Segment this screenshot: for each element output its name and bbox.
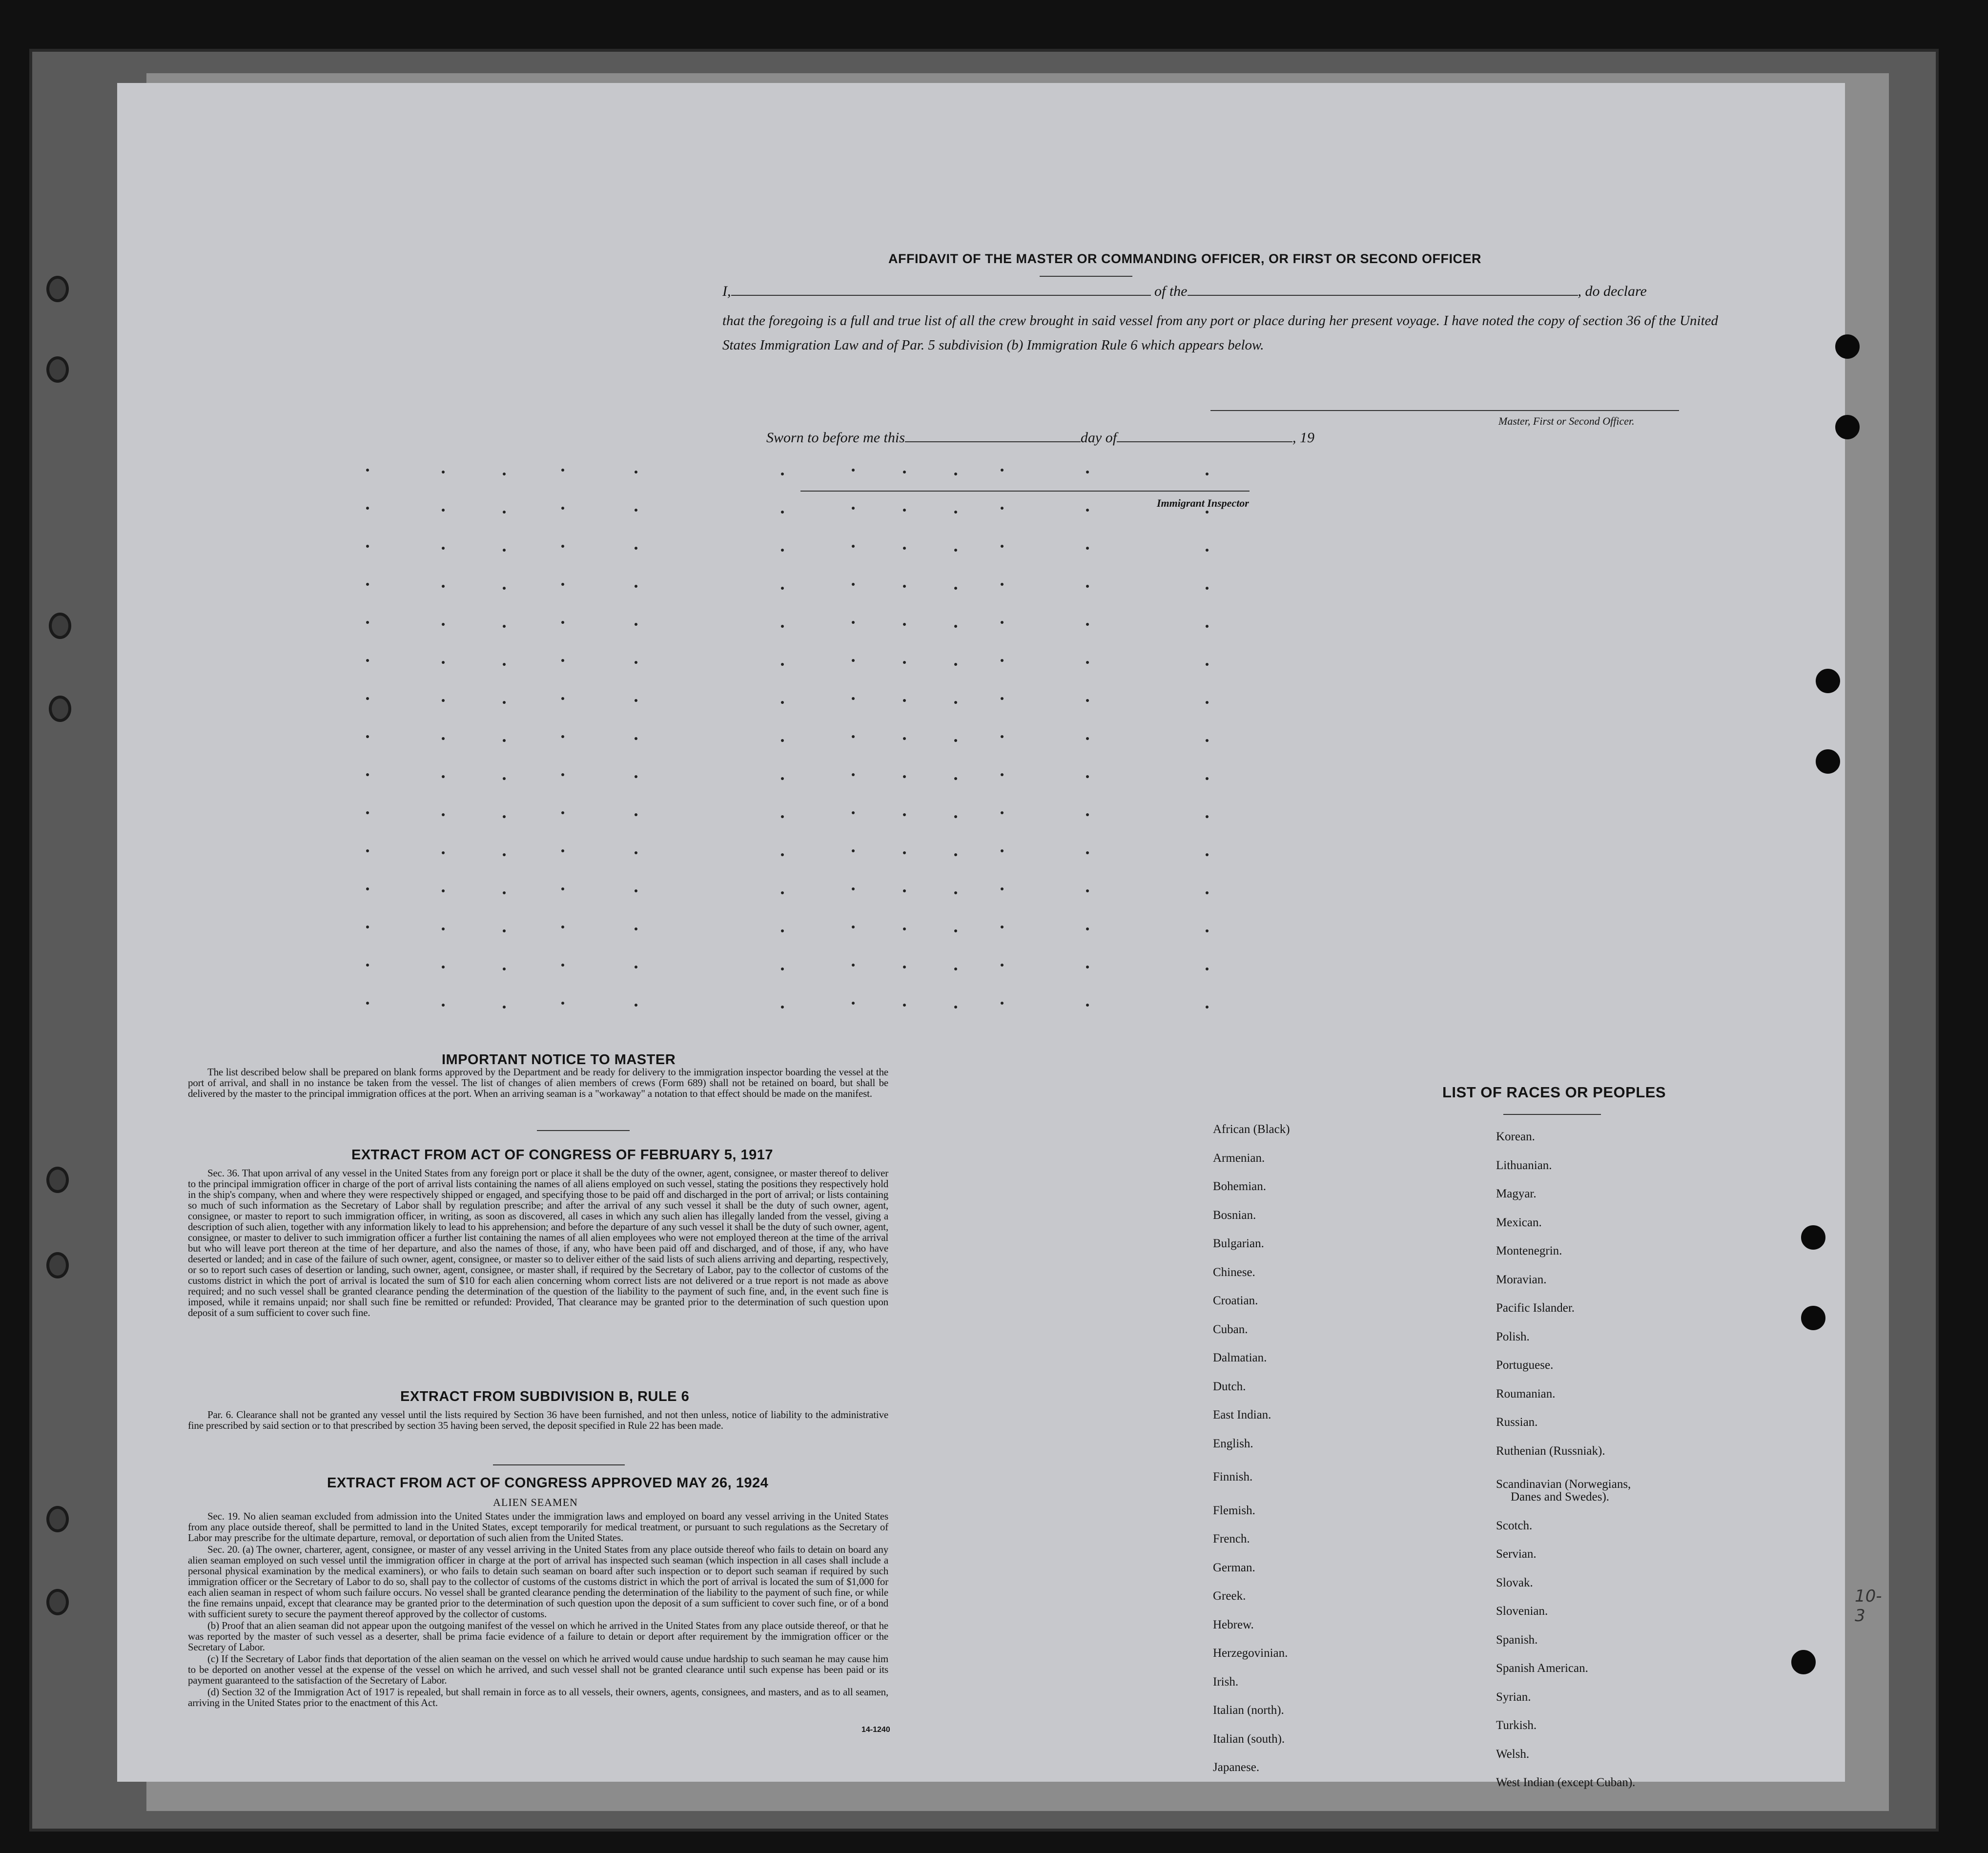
title-underline [1040, 276, 1132, 277]
column-dot [503, 625, 506, 628]
column-dot [1086, 775, 1089, 778]
notice-paragraph: The list described below shall be prepared on blank forms approved by the Department and be ready for delivery to the immigration inspector boarding the vessel at the port of arrival, and shall in no instance be taken from the vessel. The list of changes of alien members of crews (Form 689) shall not be retained on board, but shall be delivered by the master to the principal immigration offices at the port. When an arriving seaman is a "workaway" a notation to that effect should be made on the manifest. [188, 1066, 888, 1099]
race-item: Italian (south). [1213, 1732, 1285, 1746]
column-dot [1086, 966, 1089, 968]
column-dot [781, 929, 784, 932]
column-dot [852, 887, 855, 890]
column-dot [366, 964, 369, 967]
extract-1917-text [188, 1168, 888, 1319]
race-item: Spanish American. [1496, 1662, 1588, 1675]
race-item: Italian (north). [1213, 1704, 1284, 1717]
punch-hole [1791, 1650, 1816, 1674]
affidavit-declarant-line [722, 283, 1718, 300]
column-dot [366, 659, 369, 662]
column-dot [1086, 509, 1089, 512]
column-dot [954, 739, 957, 742]
column-dot [1001, 849, 1004, 852]
column-dot [503, 587, 506, 590]
month-blank[interactable] [1117, 431, 1292, 442]
column-dot [781, 473, 784, 475]
column-dot [442, 813, 445, 816]
column-dot [1206, 891, 1209, 894]
form-number: 14-1240 [861, 1726, 890, 1734]
column-dot [852, 621, 855, 624]
column-dot [903, 775, 906, 778]
race-item: Japanese. [1213, 1761, 1260, 1774]
column-dot [1086, 699, 1089, 702]
column-dot [1086, 623, 1089, 626]
race-item: Moravian. [1496, 1273, 1547, 1286]
column-dot [503, 549, 506, 552]
column-dot [781, 739, 784, 742]
column-dot [635, 1004, 637, 1007]
race-item: Irish. [1213, 1675, 1239, 1688]
extract-rule6-text [188, 1409, 888, 1432]
sworn-label: Sworn to before me this [766, 430, 905, 446]
punch-hole [46, 1252, 69, 1278]
column-dot [852, 545, 855, 548]
race-item: Flemish. [1213, 1503, 1255, 1517]
handwritten-margin-note: 10-3 [1855, 1586, 1882, 1626]
column-dot [954, 625, 957, 628]
race-item: Scotch. [1496, 1519, 1533, 1532]
column-dot [503, 663, 506, 666]
column-dot [442, 851, 445, 854]
column-dot [1206, 663, 1209, 666]
inspector-signature-line[interactable] [800, 491, 1250, 492]
race-item: Croatian. [1213, 1294, 1258, 1307]
master-signature-caption: Master, First or Second Officer. [1498, 415, 1635, 427]
column-dot [635, 927, 637, 930]
column-dot [442, 699, 445, 702]
sworn-line [766, 430, 1314, 446]
column-dot [852, 659, 855, 662]
race-item: African (Black) [1213, 1123, 1290, 1136]
column-dot [366, 621, 369, 624]
column-dot [503, 853, 506, 856]
column-dot [366, 811, 369, 814]
column-dot [852, 849, 855, 852]
column-dot [781, 663, 784, 666]
column-dot [561, 1002, 564, 1005]
column-dot [635, 699, 637, 702]
column-dot [852, 926, 855, 928]
column-dot [635, 775, 637, 778]
column-dot [503, 968, 506, 970]
column-dot [366, 926, 369, 928]
master-signature-line[interactable] [1210, 410, 1679, 411]
race-item: Slovenian. [1496, 1605, 1548, 1618]
column-dot [1206, 549, 1209, 552]
race-item: Roumanian. [1496, 1387, 1556, 1400]
column-dot [635, 585, 637, 588]
column-dot [781, 891, 784, 894]
extract-rule6-title: EXTRACT FROM SUBDIVISION B, RULE 6 [400, 1389, 690, 1404]
column-dot [1086, 927, 1089, 930]
column-dot [503, 511, 506, 514]
race-item: Spanish. [1496, 1633, 1538, 1647]
manifest-page [117, 83, 1882, 1790]
column-dot [1206, 929, 1209, 932]
column-dot [954, 1006, 957, 1009]
column-dot [852, 773, 855, 776]
column-dot [366, 887, 369, 890]
race-item: Ruthenian (Russniak). [1496, 1444, 1605, 1458]
column-dot [903, 889, 906, 892]
column-dot [1001, 964, 1004, 967]
column-dot [503, 929, 506, 932]
column-dot [635, 623, 637, 626]
affidavit-statement: that the foregoing is a full and true list of all the crew brought in said vessel from any port or place during her present voyage. I have noted the copy of section 36 of the United States Immigration Law and of Par. 5 subdivision (b) Immigration Rule 6 which appears below. [722, 313, 1718, 353]
column-dot [1086, 661, 1089, 664]
column-dot [561, 545, 564, 548]
column-dot [1086, 585, 1089, 588]
column-dot [561, 926, 564, 928]
column-dot [1001, 697, 1004, 700]
race-item: Hebrew. [1213, 1618, 1254, 1631]
column-dot [1206, 511, 1209, 514]
column-dot [503, 701, 506, 704]
column-dot [635, 661, 637, 664]
column-dot [903, 585, 906, 588]
column-dot [1001, 926, 1004, 928]
column-dot [954, 701, 957, 704]
column-dot [1001, 583, 1004, 586]
race-item: Russian. [1496, 1416, 1538, 1429]
race-item: Polish. [1496, 1330, 1530, 1343]
race-item: Danes and Swedes). [1511, 1490, 1610, 1504]
column-dot [1001, 773, 1004, 776]
column-dot [561, 697, 564, 700]
races-title: LIST OF RACES OR PEOPLES [1442, 1084, 1666, 1101]
column-dot [903, 547, 906, 550]
column-dot [635, 471, 637, 474]
race-item: Herzegovinian. [1213, 1647, 1288, 1660]
column-dot [1206, 968, 1209, 970]
column-dot [954, 587, 957, 590]
alien-seamen-subtitle: ALIEN SEAMEN [493, 1496, 578, 1508]
of-the-label: of the [1154, 283, 1188, 299]
column-dot [852, 469, 855, 472]
column-dot [1086, 851, 1089, 854]
column-dot [1086, 547, 1089, 550]
column-dot [954, 929, 957, 932]
column-dot [561, 849, 564, 852]
race-item: Scandinavian (Norwegians, [1496, 1478, 1631, 1491]
punch-hole [1801, 1225, 1825, 1250]
do-declare-label: , do declare [1578, 283, 1647, 299]
extract-1924-paragraph: Sec. 19. No alien seaman excluded from admission into the United States under the immigration laws and employed on board any vessel arriving in the United States from any place outside thereof, shall be permitted to land in the United States, except temporarily for medical treatment, or pursuant to such regulations as the Secretary of Labor may prescribe for the ultimate departure, removal, or deportation of such alien from the United States. [188, 1510, 888, 1544]
column-dot [903, 851, 906, 854]
i-label: I, [722, 283, 731, 299]
column-dot [503, 473, 506, 475]
column-dot [954, 815, 957, 818]
race-item: German. [1213, 1561, 1255, 1574]
race-item: Greek. [1213, 1589, 1246, 1603]
column-dot [781, 853, 784, 856]
column-dot [442, 927, 445, 930]
column-dot [366, 545, 369, 548]
column-dot [954, 511, 957, 514]
column-dot [635, 547, 637, 550]
column-dot [561, 469, 564, 472]
race-item: Korean. [1496, 1130, 1535, 1143]
column-dot [852, 735, 855, 738]
column-dot [561, 659, 564, 662]
column-dot [503, 739, 506, 742]
column-dot [781, 549, 784, 552]
affidavit-title: AFFIDAVIT OF THE MASTER OR COMMANDING OFFICER, OR FIRST OR SECOND OFFICER [888, 251, 1481, 266]
column-dot [781, 625, 784, 628]
race-item: Magyar. [1496, 1187, 1537, 1200]
column-dot [954, 777, 957, 780]
punch-hole [1816, 669, 1840, 693]
column-dot [442, 471, 445, 474]
day-blank[interactable] [905, 431, 1081, 442]
punch-hole [49, 613, 71, 639]
column-dot [954, 853, 957, 856]
column-dot [903, 1004, 906, 1007]
column-dot [635, 966, 637, 968]
column-dot [852, 811, 855, 814]
column-dot [635, 813, 637, 816]
column-dot [1001, 545, 1004, 548]
race-item: Servian. [1496, 1547, 1537, 1561]
race-item: Armenian. [1213, 1151, 1265, 1165]
column-dot [561, 811, 564, 814]
race-item: Lithuanian. [1496, 1158, 1552, 1172]
column-dot [503, 1006, 506, 1009]
column-dot [1001, 735, 1004, 738]
column-dot [442, 889, 445, 892]
race-item: Bulgarian. [1213, 1237, 1264, 1250]
race-item: Finnish. [1213, 1470, 1253, 1483]
column-dot [852, 507, 855, 510]
column-dot [852, 583, 855, 586]
column-dot [1001, 621, 1004, 624]
column-dot [366, 773, 369, 776]
race-item: Slovak. [1496, 1576, 1533, 1589]
name-blank[interactable] [731, 284, 1151, 296]
inspector-caption: Immigrant Inspector [1157, 497, 1249, 509]
column-dot [903, 471, 906, 474]
column-dot [903, 737, 906, 740]
race-item: English. [1213, 1437, 1253, 1450]
column-dot [1001, 659, 1004, 662]
column-dot [442, 966, 445, 968]
column-dot [1086, 737, 1089, 740]
race-item: Syrian. [1496, 1690, 1531, 1704]
race-item: Bohemian. [1213, 1180, 1267, 1193]
column-dot [503, 777, 506, 780]
punch-hole [1835, 334, 1860, 359]
race-item: Turkish. [1496, 1719, 1537, 1732]
column-dot [1001, 507, 1004, 510]
column-dot [635, 509, 637, 512]
column-dot [635, 737, 637, 740]
column-dot [781, 968, 784, 970]
column-dot [954, 663, 957, 666]
column-dot [903, 509, 906, 512]
punch-hole [46, 1506, 69, 1532]
race-item: Chinese. [1213, 1265, 1255, 1279]
column-dot [1001, 1002, 1004, 1005]
column-dot [1086, 813, 1089, 816]
column-dot [954, 891, 957, 894]
column-dot [903, 623, 906, 626]
column-dot [781, 777, 784, 780]
column-dot [1001, 811, 1004, 814]
column-dot [1086, 471, 1089, 474]
column-dot [1206, 473, 1209, 475]
column-dot [503, 815, 506, 818]
column-dot [781, 701, 784, 704]
column-dot [1001, 887, 1004, 890]
day-of-label: day of [1080, 430, 1117, 446]
column-dot [852, 1002, 855, 1005]
column-dot [903, 813, 906, 816]
column-dot [561, 773, 564, 776]
race-item: Dutch. [1213, 1379, 1246, 1393]
extract-1924-text [188, 1511, 888, 1709]
column-dot [442, 585, 445, 588]
column-dot [1206, 1006, 1209, 1009]
race-item: West Indian (except Cuban). [1496, 1776, 1636, 1790]
column-dot [442, 737, 445, 740]
column-dot [635, 889, 637, 892]
column-dot [366, 735, 369, 738]
extract-1917-paragraph: Sec. 36. That upon arrival of any vessel in the United States from any foreign port or place it shall be the duty of the owner, agent, consignee, or master thereof to deliver to the principal immigration officer in charge of the port of arrival lists containing the names of all aliens employed on such vessel, stating the positions they respectively hold in the ship's company, when and where they were respectively shipped or engaged, and specifying those to be paid off and discharged in the port of arrival; or lists containing so much of such information as the Secretary of Labor shall by regulation prescribe; and after the arrival of any such vessel it shall be the duty of such owner, agent, consignee, or master to report to such immigration officer, in writing, as soon as discovered, all cases in which any such alien has illegally landed from the vessel, giving a description of such alien, together with any information likely to lead to his apprehension; and before the departure of any such vessel it shall be the duty of such owner, agent, consignee, or master to deliver to such immigration officer a further list containing the names of all alien employees who were not employed thereon at the time of the arrival but who will leave port thereon at the time of her departure, and also the names of those, if any, who have been paid off and discharged, and of those, if any, who have deserted or landed; and in case of the failure of such owner, agent, consignee, or master so to deliver either of the said lists of such aliens arriving and departing, respectively, or so to report such cases of desertion or landing, such owner, agent, consignee, or master shall, if required by the Secretary of Labor, pay to the collector of customs of the customs district in which the port of arrival is located the sum of $10 for each alien concerning whom correct lists are not delivered or a true report is not made as above required; and no such vessel shall be granted clearance pending the determination of the question of the liability to the payment of such fine, and, in the event such fine is imposed, while it remains unpaid; nor shall such fine be remitted or refunded: Provided, That clearance may be granted prior to the determination of such question upon deposit of a sum sufficient to cover such fine. [188, 1167, 888, 1318]
column-dot [366, 469, 369, 472]
notice-title: IMPORTANT NOTICE TO MASTER [442, 1052, 676, 1068]
column-dot [503, 891, 506, 894]
race-item: Mexican. [1496, 1215, 1542, 1229]
race-item: Welsh. [1496, 1747, 1530, 1761]
column-dot [561, 621, 564, 624]
race-item: East Indian. [1213, 1408, 1271, 1421]
column-dot [954, 473, 957, 475]
column-dot [852, 697, 855, 700]
punch-hole [46, 1167, 69, 1193]
column-dot [781, 1006, 784, 1009]
column-dot [366, 849, 369, 852]
column-dot [561, 507, 564, 510]
punch-hole [1835, 415, 1860, 439]
race-item: Bosnian. [1213, 1208, 1256, 1222]
punch-hole [46, 356, 69, 383]
column-dot [561, 583, 564, 586]
column-dot [1001, 469, 1004, 472]
extract-1924-paragraph: (d) Section 32 of the Immigration Act of 1917 is repealed, but shall remain in force as to all vessels, their owners, agents, consignees, and masters, and as to all seamen, arriving in the United States prior to the enactment of this Act. [188, 1686, 888, 1709]
extract-1924-paragraph: (c) If the Secretary of Labor finds that deportation of the alien seaman on the vessel on which he arrived would cause undue hardship to such seaman he may cause him to be deported on another vessel at the expense of the vessel on which he arrived, and such vessel shall not be granted clearance until such expense has been paid or its payment guaranteed to the satisfaction of the Secretary of Labor. [188, 1653, 888, 1686]
column-dot [442, 509, 445, 512]
extract-rule6-paragraph: Par. 6. Clearance shall not be granted any vessel until the lists required by Section 36 have been furnished, and not then unless, notice of liability to the administrative fine prescribed by said section or to that prescribed by section 35 having been served, the deposit specified in Rule 22 has been made. [188, 1409, 888, 1431]
column-dot [442, 1004, 445, 1007]
column-dot [781, 587, 784, 590]
punch-hole [46, 1589, 69, 1615]
column-dot [442, 775, 445, 778]
punch-hole [49, 696, 71, 722]
divider [493, 1464, 625, 1465]
column-dot [781, 815, 784, 818]
column-dot [366, 697, 369, 700]
column-dot [1206, 853, 1209, 856]
column-dot [852, 964, 855, 967]
column-dot [561, 735, 564, 738]
column-dot [561, 964, 564, 967]
punch-hole [46, 276, 69, 302]
race-item: Dalmatian. [1213, 1351, 1267, 1364]
column-dot [903, 661, 906, 664]
column-dot [635, 851, 637, 854]
column-dot [1086, 889, 1089, 892]
divider [537, 1130, 630, 1131]
column-dot [1206, 701, 1209, 704]
race-item: Portuguese. [1496, 1359, 1554, 1372]
column-dot [954, 549, 957, 552]
column-dot [561, 887, 564, 890]
race-item: French. [1213, 1532, 1250, 1545]
column-dot [903, 927, 906, 930]
column-dot [1086, 1004, 1089, 1007]
punch-hole [1801, 1306, 1825, 1330]
column-dot [442, 661, 445, 664]
extract-1924-paragraph: Sec. 20. (a) The owner, charterer, agent, consignee, or master of any vessel arriving in the United States from any place outside thereof who fails to detain on board any alien seaman employed on such vessel until the immigration officer in charge at the port of arrival has inspected such seaman (which inspection in all cases shall include a personal physical examination by the medical examiners), or who fails to detain such seaman on board after such inspection or to deport such seaman if required by such immigration officer or the Secretary of Labor to do so, shall pay to the collector of customs of the customs district in which the port of arrival is located the sum of $1,000 for each alien seaman in respect of whom such failure occurs. No vessel shall be granted clearance pending the determination of the liability to the payment of such fine, or while the fine remains unpaid, except that clearance may be granted prior to the determination of such question upon the deposit of a sum sufficient to cover such fine, or of a bond with sufficient surety to secure the payment thereof approved by the collector of customs. [188, 1544, 888, 1620]
vessel-blank[interactable] [1188, 284, 1578, 296]
column-dot [366, 507, 369, 510]
column-dot [781, 511, 784, 514]
column-dot [1206, 815, 1209, 818]
notice-text [188, 1067, 888, 1100]
column-dot [1206, 625, 1209, 628]
column-dot [1206, 587, 1209, 590]
column-dot [1206, 777, 1209, 780]
extract-1917-title: EXTRACT FROM ACT OF CONGRESS OF FEBRUARY 5, 1917 [351, 1147, 774, 1163]
race-item: Montenegrin. [1496, 1244, 1562, 1257]
race-item: Pacific Islander. [1496, 1301, 1575, 1315]
column-dot [366, 583, 369, 586]
column-dot [903, 699, 906, 702]
column-dot [442, 623, 445, 626]
column-dot [903, 966, 906, 968]
race-item: Cuban. [1213, 1322, 1248, 1336]
extract-1924-title: EXTRACT FROM ACT OF CONGRESS APPROVED MAY 26, 1924 [327, 1475, 769, 1491]
extract-1924-paragraph: (b) Proof that an alien seaman did not appear upon the outgoing manifest of the vessel on which he arrived in the United States from any place outside thereof, or that he was reported by the master of such vessel as a deserter, shall be prima facie evidence of a failure to detain or deport after requirement by the immigration officer or the Secretary of Labor. [188, 1620, 888, 1653]
punch-hole [1816, 749, 1840, 774]
divider [1503, 1114, 1601, 1115]
column-dot [442, 547, 445, 550]
column-dot [366, 1002, 369, 1005]
column-dot [954, 968, 957, 970]
column-dot [1206, 739, 1209, 742]
year-label: , 19 [1292, 430, 1315, 446]
